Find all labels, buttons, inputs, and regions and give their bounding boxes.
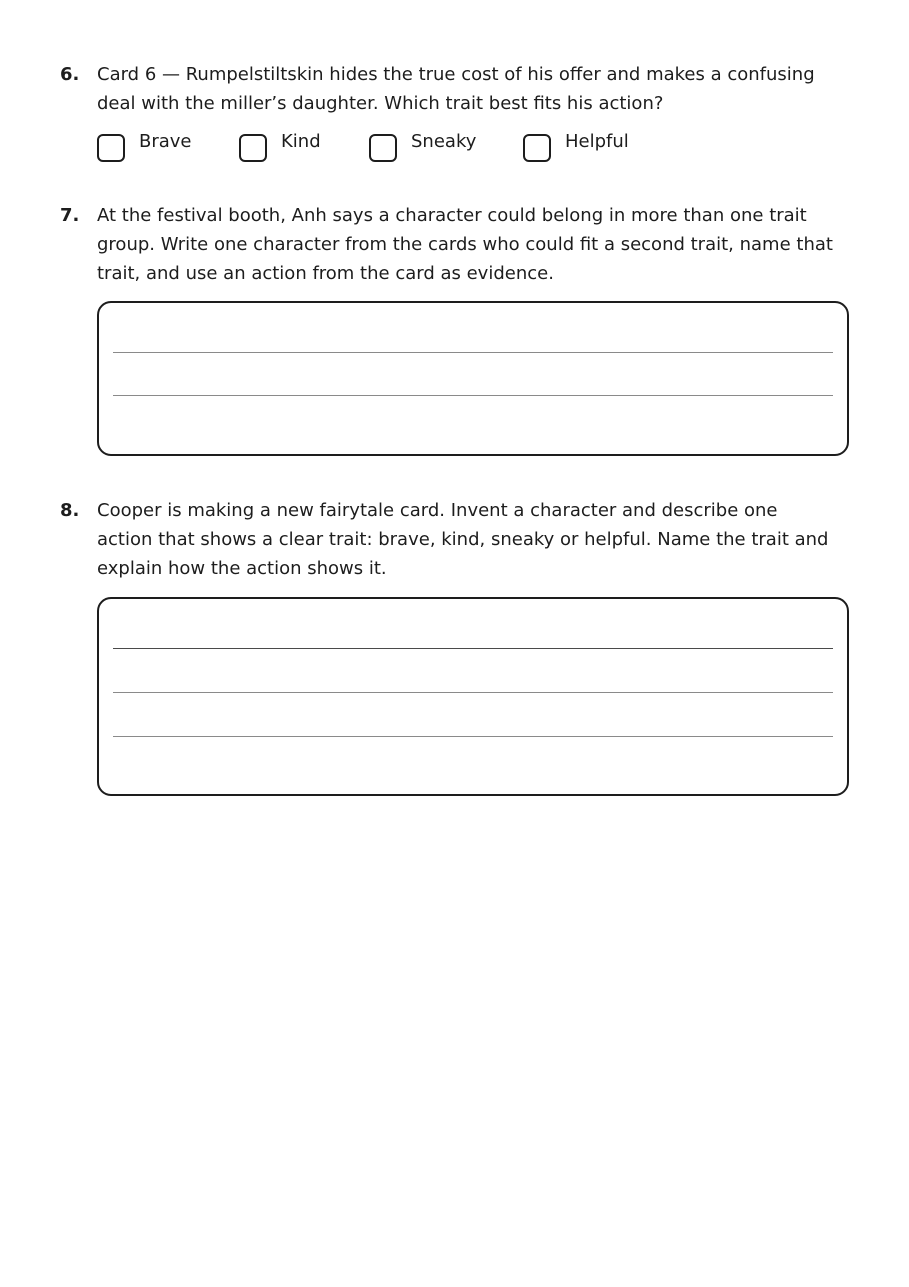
question-text: At the festival booth, Anh says a character could belong in more than one trait group. Write one character from the cards who could fit a second trait, name that trait, and use an action from the card as evidence. bbox=[97, 205, 833, 284]
question-number: 7. bbox=[60, 205, 80, 226]
checkbox[interactable] bbox=[523, 134, 551, 162]
answer-box[interactable] bbox=[97, 597, 849, 796]
option-brave[interactable] bbox=[97, 131, 192, 165]
question-text: Card 6 — Rumpelstiltskin hides the true cost of his offer and makes a confusing deal with the miller’s daughter. Which trait best fits his action? bbox=[97, 64, 815, 114]
checkbox[interactable] bbox=[239, 134, 267, 162]
answer-line bbox=[113, 352, 833, 353]
option-sneaky[interactable] bbox=[369, 131, 476, 165]
checkbox[interactable] bbox=[97, 134, 125, 162]
option-label: Kind bbox=[281, 131, 321, 152]
answer-box[interactable] bbox=[97, 301, 849, 456]
option-helpful[interactable] bbox=[523, 131, 629, 165]
answer-options bbox=[97, 131, 837, 165]
question-text: Cooper is making a new fairytale card. Invent a character and describe one action that shows a clear trait: brave, kind, sneaky or helpful. Name the trait and explain how the action shows it. bbox=[97, 500, 829, 579]
option-label: Sneaky bbox=[411, 131, 477, 152]
question-number: 8. bbox=[60, 500, 80, 521]
question-7 bbox=[60, 201, 850, 461]
answer-line bbox=[113, 692, 833, 693]
question-number: 6. bbox=[60, 64, 80, 85]
answer-line bbox=[113, 395, 833, 396]
checkbox[interactable] bbox=[369, 134, 397, 162]
option-label: Helpful bbox=[565, 131, 629, 152]
answer-line bbox=[113, 736, 833, 737]
answer-line bbox=[113, 648, 833, 649]
option-label: Brave bbox=[139, 131, 192, 152]
option-kind[interactable] bbox=[239, 131, 321, 165]
question-8 bbox=[60, 496, 850, 801]
question-6 bbox=[60, 60, 850, 170]
